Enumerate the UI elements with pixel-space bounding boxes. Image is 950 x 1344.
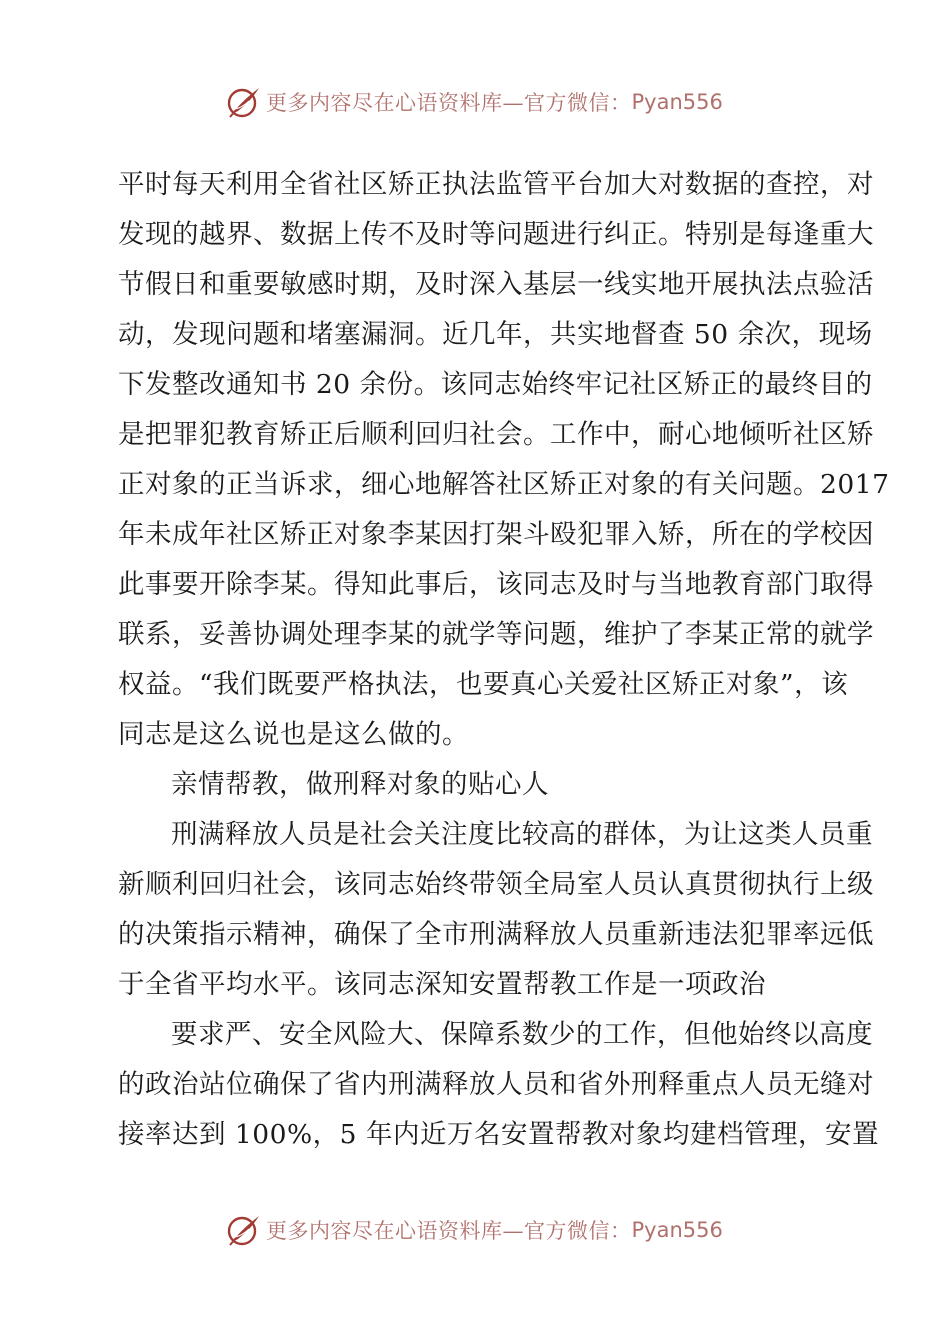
paragraph-line: 刑满释放人员是社会关注度比较高的群体，为让这类人员重 [171,819,873,850]
paragraph-line: 平时每天利用全省社区矫正执法监管平台加大对数据的查控，对 [118,169,874,200]
quill-logo-icon [226,1212,262,1248]
footer-banner [226,1210,746,1250]
paragraph-line: 联系，妥善协调处理李某的就学等问题，维护了李某正常的就学 [118,619,874,650]
paragraph-line: 于全省平均水平。该同志深知安置帮教工作是一项政治 [118,969,766,1000]
paragraph-line: 同志是这么说也是这么做的。 [118,719,469,750]
paragraph-line: 节假日和重要敏感时期，及时深入基层一线实地开展执法点验活 [118,269,874,300]
paragraph-line: 发现的越界、数据上传不及时等问题进行纠正。特别是每逢重大 [118,219,874,250]
section-heading: 亲情帮教，做刑释对象的贴心人 [171,769,549,800]
paragraph-line: 下发整改通知书 20 余份。该同志始终牢记社区矫正的最终目的 [118,369,873,400]
paragraph-line: 动，发现问题和堵塞漏洞。近几年，共实地督查 50 余次，现场 [118,319,873,350]
quill-logo-icon [226,84,262,120]
paragraph-line: 正对象的正当诉求，细心地解答社区矫正对象的有关问题。2017 [118,469,890,500]
document-body [118,160,890,1160]
paragraph-line: 新顺利回归社会，该同志始终带领全局室人员认真贯彻执行上级 [118,869,874,900]
banner-text: 更多内容尽在心语资料库—官方微信： [266,91,632,115]
paragraph-line: 的决策指示精神，确保了全市刑满释放人员重新违法犯罪率远低 [118,919,874,950]
banner-wechat-id: Pyan556 [631,90,723,114]
paragraph-line: 年未成年社区矫正对象李某因打架斗殴犯罪入矫，所在的学校因 [118,519,874,550]
paragraph-line: 的政治站位确保了省内刑满释放人员和省外刑释重点人员无缝对 [118,1069,874,1100]
paragraph-line: 此事要开除李某。得知此事后，该同志及时与当地教育部门取得 [118,569,874,600]
paragraph-line: 要求严、安全风险大、保障系数少的工作，但他始终以高度 [171,1019,873,1050]
header-banner [226,82,746,122]
paragraph-line: 接率达到 100%，5 年内近万名安置帮教对象均建档管理，安置 [118,1119,879,1150]
paragraph-line: 是把罪犯教育矫正后顺利回归社会。工作中，耐心地倾听社区矫 [118,419,874,450]
paragraph-line: 权益。“我们既要严格执法，也要真心关爱社区矫正对象”，该 [118,669,849,700]
banner-wechat-id: Pyan556 [631,1218,723,1242]
banner-text: 更多内容尽在心语资料库—官方微信： [266,1219,632,1243]
